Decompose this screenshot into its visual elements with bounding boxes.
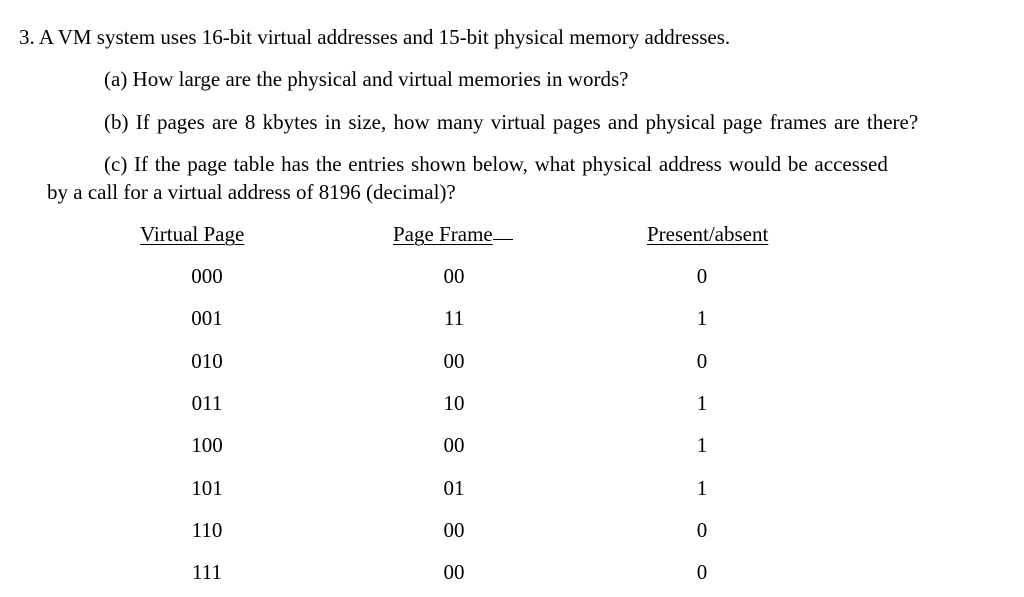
page-frame-cell: 00 xyxy=(443,560,465,584)
page-frame-cell: 10 xyxy=(443,391,465,415)
page-frame-cell: 01 xyxy=(443,476,465,500)
present-absent-cell: 1 xyxy=(696,306,708,330)
question-part-a: (a) How large are the physical and virtual memories in words? xyxy=(104,67,629,91)
virtual-page-cell: 111 xyxy=(192,560,222,584)
present-absent-cell: 0 xyxy=(696,349,708,373)
virtual-page-cell: 101 xyxy=(191,476,223,500)
question-part-b: (b) If pages are 8 kbytes in size, how many virtual pages and physical page frames are there? xyxy=(104,110,919,134)
present-absent-cell: 1 xyxy=(696,433,708,457)
header-underline-extension xyxy=(493,239,513,240)
page-frame-cell: 00 xyxy=(443,264,465,288)
question-part-c-line2: by a call for a virtual address of 8196 (decimal)? xyxy=(47,180,456,204)
virtual-page-cell: 110 xyxy=(191,518,223,542)
present-absent-cell: 1 xyxy=(696,391,708,415)
present-absent-cell: 1 xyxy=(696,476,708,500)
virtual-page-cell: 011 xyxy=(191,391,223,415)
virtual-page-cell: 001 xyxy=(191,306,223,330)
page-frame-cell: 00 xyxy=(443,433,465,457)
header-virtual-page: Virtual Page xyxy=(140,222,245,246)
header-page-frame-label: Page Frame xyxy=(393,222,493,246)
virtual-page-cell: 000 xyxy=(191,264,223,288)
header-page-frame xyxy=(393,224,513,245)
page-frame-cell: 00 xyxy=(443,349,465,373)
virtual-page-cell: 100 xyxy=(191,433,223,457)
present-absent-cell: 0 xyxy=(696,264,708,288)
question-part-c-line1: (c) If the page table has the entries shown below, what physical address would be accessed xyxy=(104,152,888,176)
virtual-page-cell: 010 xyxy=(191,349,223,373)
header-present-absent: Present/absent xyxy=(647,222,769,246)
page-frame-cell: 00 xyxy=(443,518,465,542)
present-absent-cell: 0 xyxy=(696,560,708,584)
page-frame-cell: 11 xyxy=(443,306,465,330)
question-title: 3. A VM system uses 16-bit virtual addresses and 15-bit physical memory addresses. xyxy=(19,25,731,49)
present-absent-cell: 0 xyxy=(696,518,708,542)
